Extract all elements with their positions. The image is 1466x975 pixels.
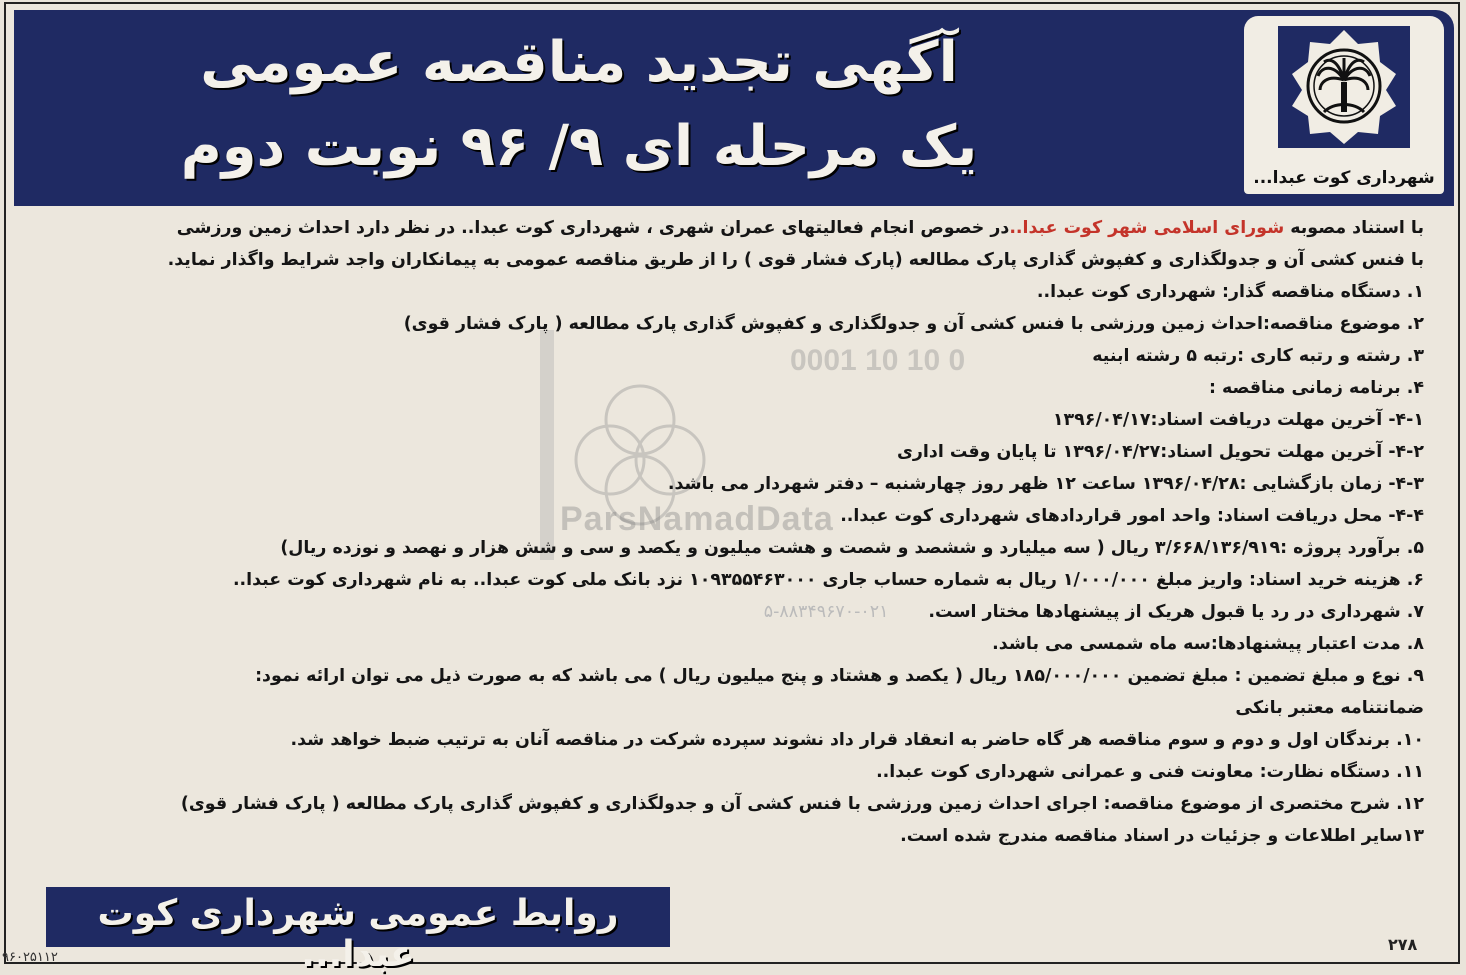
item-11: ۱۱. دستگاه نظارت: معاونت فنی و عمرانی شهرداری کوت عبدا.. — [876, 762, 1424, 782]
header-band — [14, 10, 1454, 206]
council-name: شورای اسلامی شهر کوت عبدا.. — [1009, 218, 1285, 238]
item-4-3: ۴-۳- زمان بازگشایی :۱۳۹۶/۰۴/۲۸ ساعت ۱۲ ظهر روز چهارشنبه – دفتر شهردار می باشد. — [667, 474, 1424, 494]
tender-body — [40, 212, 1424, 852]
page-number: ۲۷۸ — [1388, 935, 1418, 954]
footer-band — [46, 887, 670, 975]
intro-pre: با استناد مصوبه — [1284, 218, 1424, 238]
watermark-numbers: 0001 10 10 0 — [790, 344, 966, 377]
item-3: ۳. رشته و رتبه کاری :رتبه ۵ رشته ابنیه — [1092, 346, 1424, 366]
item-4-4: ۴-۴- محل دریافت اسناد: واحد امور قراردادهای شهرداری کوت عبدا.. — [840, 506, 1424, 526]
item-6: ۶. هزینه خرید اسناد: واریز مبلغ ۱/۰۰۰/۰۰۰ ریال به شماره حساب جاری ۱۰۹۳۵۵۴۶۳۰۰۰ نزد بانک ملی کوت عبدا.. به نام شهرداری کوت عبدا.. — [232, 570, 1424, 590]
item-7-text: ۷. شهرداری در رد یا قبول هریک از پیشنهادها مختار است. — [928, 602, 1424, 622]
item-4: ۴. برنامه زمانی مناقصه : — [1208, 378, 1424, 398]
item-4-2: ۴-۲- آخرین مهلت تحویل اسناد:۱۳۹۶/۰۴/۲۷ تا پایان وقت اداری — [896, 442, 1424, 462]
item-7 — [40, 596, 1424, 628]
corner-id: ۹۶۰۲۵۱۱۲ — [2, 950, 58, 965]
item-9-guarantee: ضمانتنامه معتبر بانکی — [1235, 698, 1424, 718]
item-12: ۱۲. شرح مختصری از موضوع مناقصه: اجرای احداث زمین ورزشی با فنس کشی آن و جدولگذاری و کفپوش گذاری پارک مطالعه ( پارک فشار قوی) — [180, 794, 1424, 814]
item-5: ۵. برآورد پروژه :۳/۶۶۸/۱۳۶/۹۱۹ ریال ( سه میلیارد و ششصد و شصت و هشت میلیون و یکصد و سی و شش هزار و نهصد و نوزده ریال) — [280, 538, 1424, 558]
page-title: آگهی تجدید مناقصه عمومی — [200, 30, 958, 95]
item-8: ۸. مدت اعتبار پیشنهادها:سه ماه شمسی می باشد. — [992, 634, 1424, 654]
item-13: ۱۳سایر اطلاعات و جزئیات در اسناد مناقصه مندرج شده است. — [900, 826, 1424, 846]
watermark-text: ParsNamadData — [560, 500, 834, 538]
item-4-1: ۴-۱- آخرین مهلت دریافت اسناد:۱۳۹۶/۰۴/۱۷ — [1052, 410, 1424, 430]
item-2: ۲. موضوع مناقصه:احداث زمین ورزشی با فنس کشی آن و جدولگذاری و کفپوش گذاری پارک مطالعه ( پارک فشار قوی) — [403, 314, 1424, 334]
intro-line-1 — [40, 212, 1424, 244]
intro-post: در خصوص انجام فعالیتهای عمران شهری ، شهرداری کوت عبدا.. در نظر دارد احداث زمین ورزشی — [176, 218, 1010, 238]
item-9: ۹. نوع و مبلغ تضمین : مبلغ تضمین ۱۸۵/۰۰۰/۰۰۰ ریال ( یکصد و هشتاد و پنج میلیون ریال ) می باشد که به صورت ذیل می توان ارائه نمود: — [255, 666, 1424, 686]
item-10: ۱۰. برندگان اول و دوم و سوم مناقصه هر گاه حاضر به انعقاد قرار داد نشوند سپرده شرکت در مناقصه آنان به ترتیب ضبط خواهد شد. — [290, 730, 1424, 750]
logo — [1244, 16, 1444, 194]
municipality-emblem-icon — [1272, 22, 1416, 152]
page-subtitle: یک مرحله ای ۹/ ۹۶ نوبت دوم — [180, 114, 978, 179]
footer-title: روابط عمومی شهرداری کوت عبدا... — [97, 893, 619, 975]
watermark-phone: ۰۲۱-۸۸۳۴۹۶۷۰-۵ — [763, 602, 889, 622]
logo-caption: شهرداری کوت عبدا... — [1253, 168, 1435, 188]
item-1: ۱. دستگاه مناقصه گذار: شهرداری کوت عبدا.. — [1036, 282, 1424, 302]
intro-line-2: با فنس کشی آن و جدولگذاری و کفپوش گذاری پارک مطالعه (پارک فشار قوی ) را از طریق مناقصه عمومی به پیمانکاران واجد شرایط واگذار نماید. — [167, 250, 1424, 270]
